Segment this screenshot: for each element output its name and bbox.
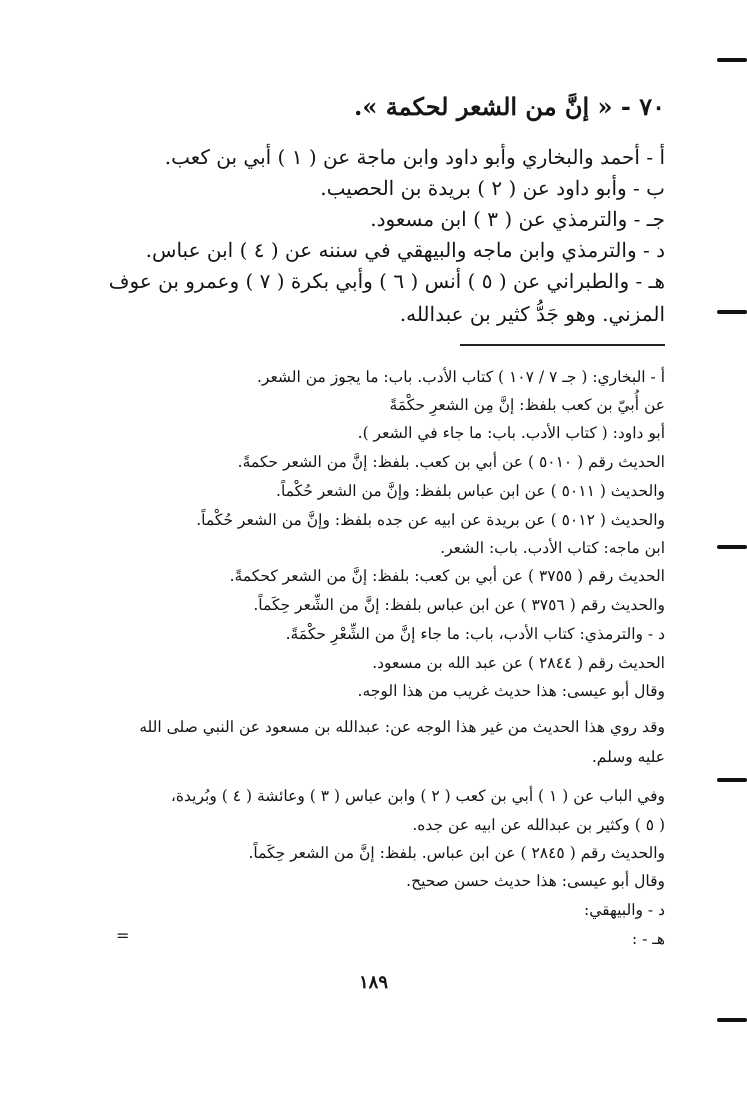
source-line-c: جـ - والترمذي عن ( ٣ ) ابن مسعود. — [370, 207, 665, 231]
source-line-e: هـ - والطبراني عن ( ٥ ) أنس ( ٦ ) وأبي بكرة ( ٧ ) وعمرو بن عوف — [108, 269, 665, 293]
footnote-line: وقال أبو عيسى: هذا حديث حسن صحيح. — [406, 872, 665, 890]
footnote-line: عليه وسلم. — [591, 748, 665, 766]
footnote-line: والحديث رقم ( ٢٨٤٥ ) عن ابن عباس. بلفظ: إنَّ من الشعر حِكَماً. — [248, 844, 665, 862]
source-line-b: ب - وأبو داود عن ( ٢ ) بريدة بن الحصيب. — [320, 176, 665, 200]
footnote-divider — [460, 344, 665, 346]
footnote-line: عن أُبيّ بن كعب بلفظ: إنَّ مِن الشعرِ حكْمَةً — [389, 396, 665, 414]
scan-edge-mark — [717, 58, 747, 62]
footnote-line: الحديث رقم ( ٥٠١٠ ) عن أبي بن كعب. بلفظ: إنَّ من الشعر حكمةً. — [237, 453, 665, 471]
footnote-line: الحديث رقم ( ٣٧٥٥ ) عن أبي بن كعب: بلفظ: إنَّ من الشعر كحكمةً. — [229, 567, 665, 585]
scan-edge-mark — [717, 1018, 747, 1022]
footnote-line: أبو داود: ( كتاب الأدب. باب: ما جاء في الشعر ). — [357, 424, 665, 442]
footnote-line: وقد روي هذا الحديث من غير هذا الوجه عن: عبدالله بن مسعود عن النبي صلى الله — [139, 718, 665, 736]
footnote-line: أ - البخاري: ( جـ ٧ / ١٠٧ ) كتاب الأدب. باب: ما يجوز من الشعر. — [256, 368, 665, 386]
footnote-line: الحديث رقم ( ٢٨٤٤ ) عن عبد الله بن مسعود. — [372, 654, 665, 672]
footnote-line: د - والبيهقي: — [584, 901, 665, 919]
source-line-d: د - والترمذي وابن ماجه والبيهقي في سننه عن ( ٤ ) ابن عباس. — [145, 238, 665, 262]
footnote-line: والحديث رقم ( ٣٧٥٦ ) عن ابن عباس بلفظ: إنَّ من الشِّعر حِكَماً. — [253, 596, 665, 614]
footnote-line: وفي الباب عن ( ١ ) أبي بن كعب ( ٢ ) وابن عباس ( ٣ ) وعائشة ( ٤ ) وبُريدة، — [170, 787, 665, 805]
source-line-a: أ - أحمد والبخاري وأبو داود وابن ماجة عن ( ١ ) أبي بن كعب. — [164, 145, 665, 169]
footnote-line: هـ - : — [631, 930, 665, 948]
margin-mark: = — [116, 926, 130, 945]
scan-edge-mark — [717, 310, 747, 314]
footnote-line: د - والترمذي: كتاب الأدب، باب: ما جاء إنَّ من الشِّعْرِ حكْمَةً. — [285, 625, 665, 643]
footnote-line: وقال أبو عيسى: هذا حديث غريب من هذا الوجه. — [357, 682, 665, 700]
hadith-heading: ٧٠ - « إنَّ من الشعر لحكمة ». — [353, 92, 665, 121]
footnote-line: ابن ماجه: كتاب الأدب. باب: الشعر. — [440, 539, 665, 557]
source-line-e-cont: المزني. وهو جَدُّ كثير بن عبدالله. — [399, 302, 665, 326]
footnote-line: والحديث ( ٥٠١١ ) عن ابن عباس بلفظ: وإنَّ من الشعر حُكْماً. — [276, 482, 665, 500]
footnote-line: والحديث ( ٥٠١٢ ) عن بريدة عن ابيه عن جده بلفظ: وإنَّ من الشعر حُكْماً. — [196, 511, 665, 529]
scan-edge-mark — [717, 545, 747, 549]
scan-edge-mark — [717, 778, 747, 782]
footnote-line: ( ٥ ) وكثير بن عبدالله عن ابيه عن جده. — [412, 816, 665, 834]
page-number: ١٨٩ — [358, 972, 388, 993]
